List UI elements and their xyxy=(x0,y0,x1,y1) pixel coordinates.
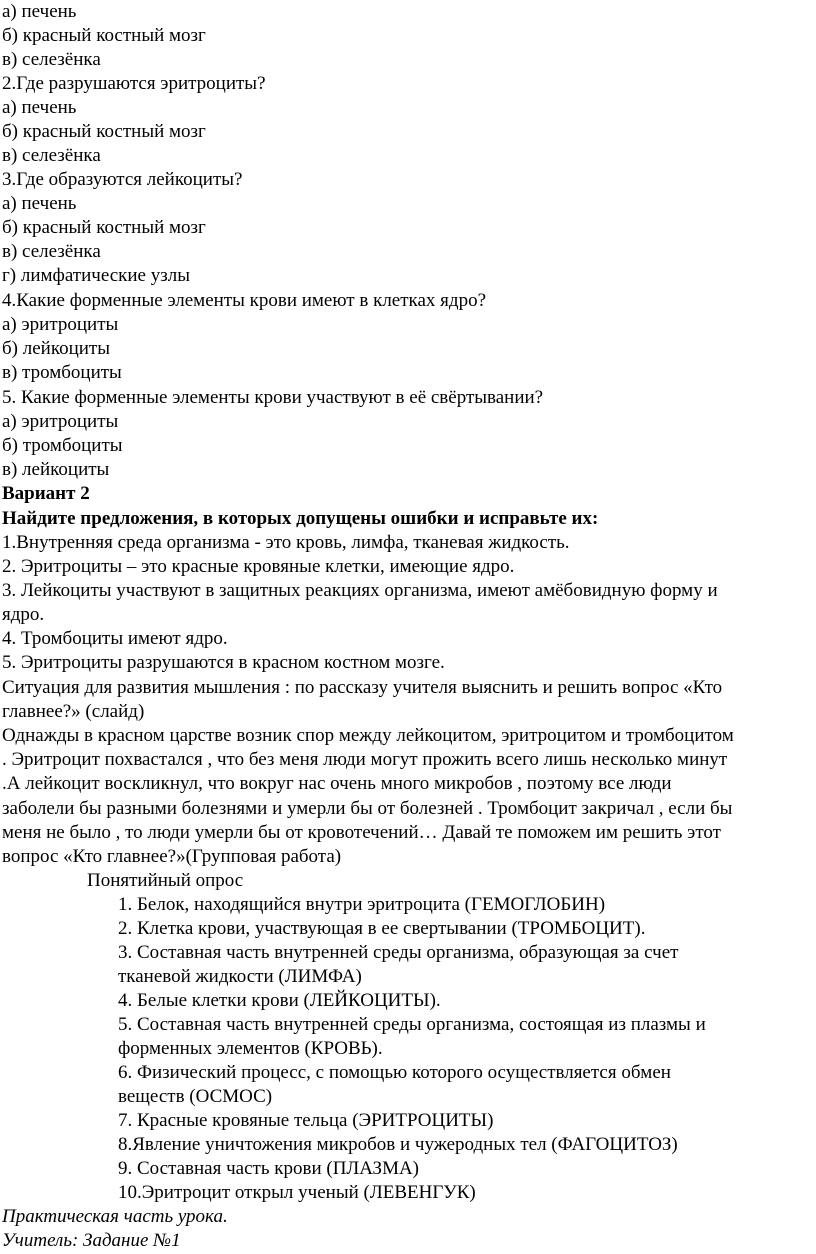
situation-line: вопрос «Кто главнее?»(Групповая работа) xyxy=(2,846,342,867)
situation-line: главнее?» (слайд) xyxy=(2,701,145,722)
q4-question: 4.Какие форменные элементы крови имеют в клетках ядро? xyxy=(2,290,486,311)
variant2-statement: 5. Эритроциты разрушаются в красном костном мозге. xyxy=(2,652,445,673)
variant2-task: Найдите предложения, в которых допущены ошибки и исправьте их: xyxy=(2,508,599,529)
concept-quiz-item: 4. Белые клетки крови (ЛЕЙКОЦИТЫ). xyxy=(118,990,441,1011)
concept-quiz-item: 5. Составная часть внутренней среды организма, состоящая из плазмы и xyxy=(118,1014,706,1035)
concept-quiz-item: 1. Белок, находящийся внутри эритроцита (ГЕМОГЛОБИН) xyxy=(118,894,606,915)
situation-line: Однажды в красном царстве возник спор между лейкоцитом, эритроцитом и тромбоцитом xyxy=(2,725,734,746)
concept-quiz-title: Понятийный опрос xyxy=(87,870,244,891)
q5-option-a: а) эритроциты xyxy=(2,411,119,432)
concept-quiz-item: 9. Составная часть крови (ПЛАЗМА) xyxy=(118,1158,420,1179)
q3-option-b: б) красный костный мозг xyxy=(2,217,206,238)
concept-quiz-item: веществ (ОСМОС) xyxy=(118,1086,273,1107)
q4-option-c: в) тромбоциты xyxy=(2,362,122,383)
situation-line: заболели бы разными болезнями и умерли бы от болезней . Тромбоцит закричал , если бы xyxy=(2,798,733,819)
q3-option-a: а) печень xyxy=(2,193,77,214)
q2-question: 2.Где разрушаются эритроциты? xyxy=(2,73,266,94)
concept-quiz-item: 6. Физический процесс, с помощью которого осуществляется обмен xyxy=(118,1062,671,1083)
concept-quiz-item: 7. Красные кровяные тельца (ЭРИТРОЦИТЫ) xyxy=(118,1110,494,1131)
q5-option-c: в) лейкоциты xyxy=(2,459,110,480)
q5-option-b: б) тромбоциты xyxy=(2,435,123,456)
concept-quiz-item: 10.Эритроцит открыл ученый (ЛЕВЕНГУК) xyxy=(118,1182,476,1203)
concept-quiz-item: 3. Составная часть внутренней среды организма, образующая за счет xyxy=(118,942,679,963)
q3-option-d: г) лимфатические узлы xyxy=(2,265,190,286)
situation-line: .А лейкоцит воскликнул, что вокруг нас очень много микробов , поэтому все люди xyxy=(2,773,672,794)
practical-title: Практическая часть урока. xyxy=(2,1206,228,1227)
concept-quiz-item: форменных элементов (КРОВЬ). xyxy=(118,1038,383,1059)
practical-teacher: Учитель: Задание №1 xyxy=(2,1230,181,1251)
q1-option-c: в) селезёнка xyxy=(2,49,101,70)
variant2-statement: 4. Тромбоциты имеют ядро. xyxy=(2,628,228,649)
concept-quiz-item: тканевой жидкости (ЛИМФА) xyxy=(118,966,362,987)
concept-quiz-item: 2. Клетка крови, участвующая в ее свертывании (ТРОМБОЦИТ). xyxy=(118,918,646,939)
situation-line: Ситуация для развития мышления : по рассказу учителя выяснить и решить вопрос «Кто xyxy=(2,677,723,698)
q1-option-b: б) красный костный мозг xyxy=(2,25,206,46)
q2-option-a: а) печень xyxy=(2,97,77,118)
variant2-statement: 3. Лейкоциты участвуют в защитных реакциях организма, имеют амёбовидную форму и xyxy=(2,580,718,601)
q3-option-c: в) селезёнка xyxy=(2,241,101,262)
q5-question: 5. Какие форменные элементы крови участвуют в её свёртывании? xyxy=(2,387,544,408)
q2-option-c: в) селезёнка xyxy=(2,145,101,166)
q1-option-a: а) печень xyxy=(2,1,77,22)
q4-option-a: а) эритроциты xyxy=(2,314,119,335)
situation-line: меня не было , то люди умерли бы от кровотечений… Давай те поможем им решить этот xyxy=(2,822,721,843)
concept-quiz-item: 8.Явление уничтожения микробов и чужеродных тел (ФАГОЦИТОЗ) xyxy=(118,1134,678,1155)
variant2-statement: ядро. xyxy=(2,604,45,625)
variant2-title: Вариант 2 xyxy=(2,483,90,504)
q2-option-b: б) красный костный мозг xyxy=(2,121,206,142)
q3-question: 3.Где образуются лейкоциты? xyxy=(2,169,243,190)
variant2-statement: 2. Эритроциты – это красные кровяные клетки, имеющие ядро. xyxy=(2,556,515,577)
q4-option-b: б) лейкоциты xyxy=(2,338,110,359)
variant2-statement: 1.Внутренняя среда организма - это кровь, лимфа, тканевая жидкость. xyxy=(2,532,570,553)
situation-line: . Эритроцит похвастался , что без меня люди могут прожить всего лишь несколько минут xyxy=(2,749,728,770)
